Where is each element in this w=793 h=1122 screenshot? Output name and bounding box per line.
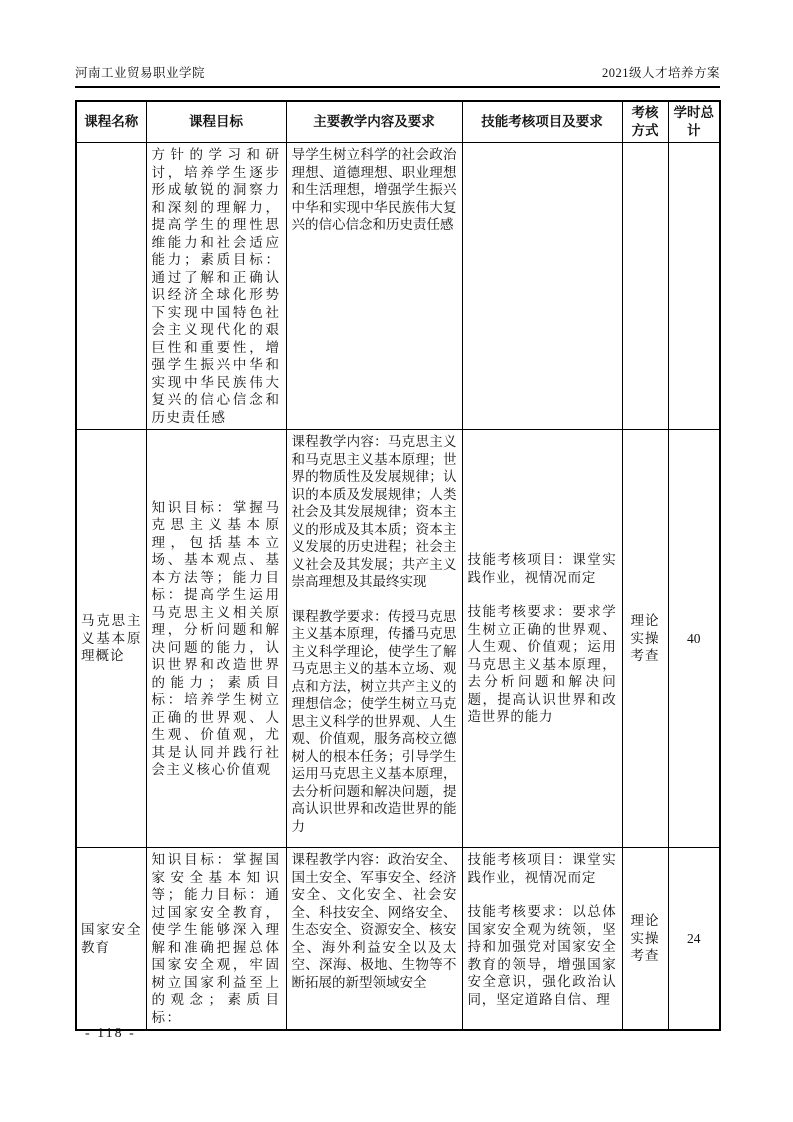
cell-method (622, 143, 668, 430)
header-rule (75, 86, 720, 88)
assessment-paragraph: 技能考核要求：以总体国家安全观为统领，坚持和加强党对国家安全教育的领导，增强国家安全意识，强化政治认同，坚定道路自信、理 (467, 904, 617, 1007)
header-content: 主要教学内容及要求 (286, 101, 462, 143)
content-text: 课程教学内容：政治安全、国土安全、军事安全、经济安全、文化安全、社会安全、科技安全、网络安全、生态安全、资源安全、核安全、海外利益安全以及太空、深海、极地、生物等不断拓展的新型领域安全 (291, 852, 457, 990)
cell-method: 理论实操考查 (622, 848, 668, 1031)
header-method: 考核方式 (622, 101, 668, 143)
document-title: 2021级人才培养方案 (601, 66, 720, 80)
page-header (75, 62, 720, 84)
assessment-paragraph: 技能考核项目：课堂实践作业，视情况而定 (467, 852, 617, 885)
cell-course-name: 国家安全教育 (76, 848, 146, 1031)
objectives-text: 方针的学习和研讨，培养学生逐步形成敏锐的洞察力和深刻的理解力，提高学生的理性思维能力和社会适应能力；素质目标：通过了解和正确认识经济全球化形势下实现中国特色社会主义现代化的艰巨性和重要性，增强学生振兴中华和实现中华民族伟大复兴的信心信念和历史责任感 (151, 147, 281, 425)
header-hours: 学时总计 (668, 101, 720, 143)
table-row (76, 848, 720, 1031)
cell-objectives (146, 848, 286, 1031)
cell-hours (668, 143, 720, 430)
page-number: - 118 - (85, 1026, 136, 1041)
cell-hours: 24 (668, 848, 720, 1031)
table-row (76, 143, 720, 430)
content-paragraph: 课程教学内容：马克思主义和马克思主义基本原理；世界的物质性及发展规律；认识的本质及发展规律；人类社会及其发展规律；资本主义的形成及其本质；资本主义发展的历史进程；社会主义社会及其发展；共产主义崇高理想及其最终实现 (291, 434, 457, 589)
cell-assessment (462, 848, 622, 1031)
assessment-paragraph: 技能考核要求：要求学生树立正确的世界观、人生观、价值观；运用马克思主义基本原理，去分析问题和解决问题，提高认识世界和改造世界的能力 (467, 604, 617, 725)
cell-content (286, 143, 462, 430)
table-row (76, 430, 720, 848)
cell-content (286, 848, 462, 1031)
objectives-text: 知识目标：掌握马克思主义基本原理，包括基本立场、基本观点、基本方法等；能力目标：提高学生运用马克思主义相关原理，分析问题和解决问题的能力，认识世界和改造世界的能力；素质目标：培养学生树立正确的世界观、人生观、价值观，尤其是认同并践行社会主义核心价值观 (151, 499, 281, 777)
cell-assessment (462, 143, 622, 430)
content-paragraph: 课程教学要求：传授马克思主义基本原理，传播马克思主义科学理论，使学生了解马克思主义的基本立场、观点和方法，树立共产主义的理想信念；使学生树立马克思主义科学的世界观、人生观、价值观，服务高校立德树人的根本任务；引导学生运用马克思主义基本原理，去分析问题和解决问题，提高认识世界和改造世界的能力 (291, 608, 457, 834)
content-text: 导学生树立科学的社会政治理想、道德理想、职业理想和生活理想，增强学生振兴中华和实现中华民族伟大复兴的信心信念和历史责任感 (291, 147, 457, 232)
objectives-text: 知识目标：掌握国家安全基本知识等；能力目标：通过国家安全教育，使学生能够深入理解和准确把握总体国家安全观，牢固树立国家利益至上的观念；素质目标： (151, 852, 281, 1025)
school-name: 河南工业贸易职业学院 (75, 66, 206, 80)
cell-content (286, 430, 462, 848)
cell-assessment (462, 430, 622, 848)
table-header-row (76, 101, 720, 143)
header-course-name: 课程名称 (76, 101, 146, 143)
header-objectives: 课程目标 (146, 101, 286, 143)
assessment-paragraph: 技能考核项目：课堂实践作业，视情况而定 (467, 552, 617, 585)
cell-objectives (146, 143, 286, 430)
cell-course-name: 马克思主义基本原理概论 (76, 430, 146, 848)
cell-hours: 40 (668, 430, 720, 848)
cell-course-name (76, 143, 146, 430)
course-table (75, 100, 721, 1031)
header-assessment: 技能考核项目及要求 (462, 101, 622, 143)
cell-method: 理论实操考查 (622, 430, 668, 848)
cell-objectives (146, 430, 286, 848)
